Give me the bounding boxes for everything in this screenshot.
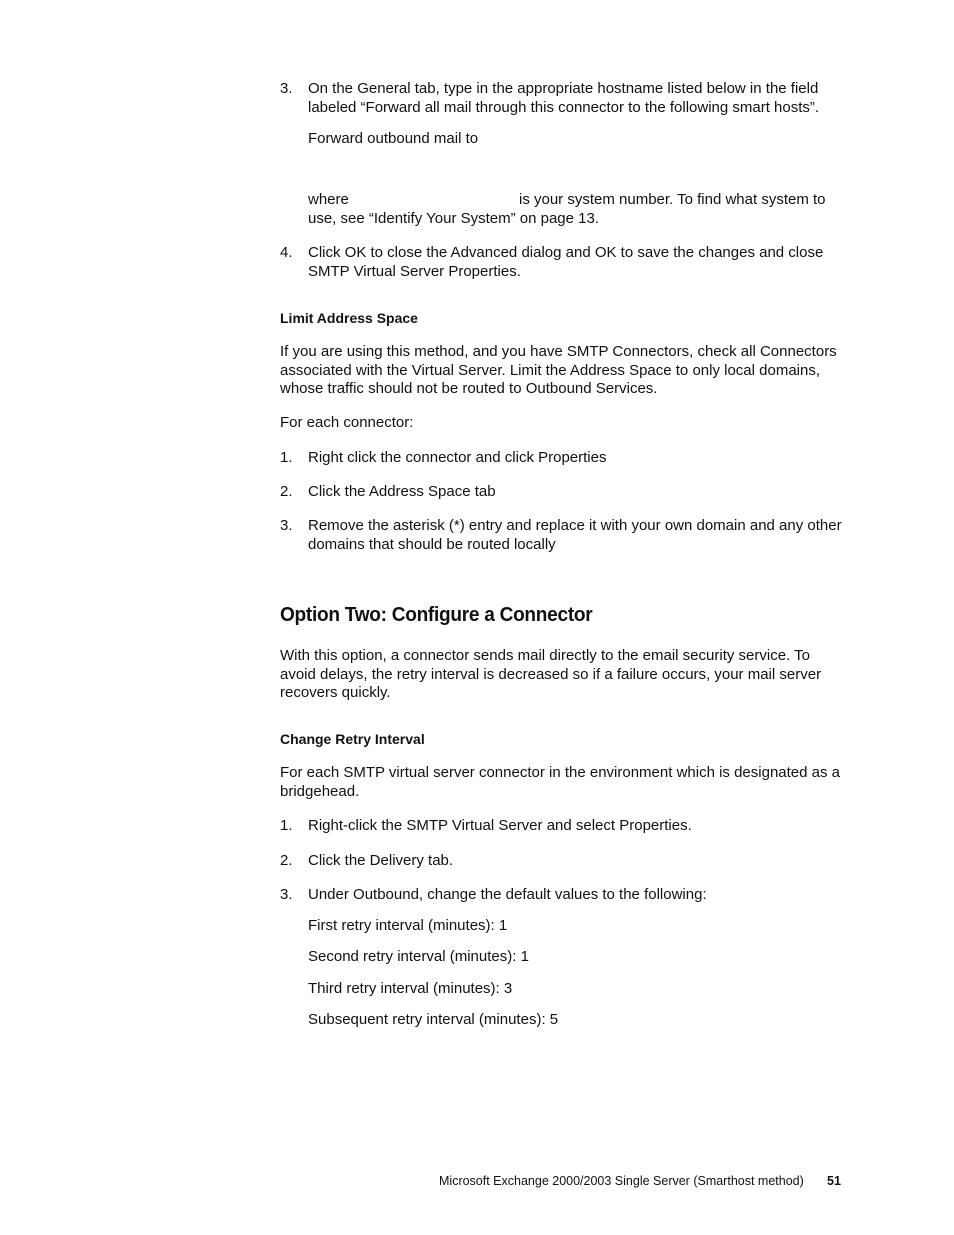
step-text: Click the Address Space tab — [308, 483, 496, 500]
forward-label: Forward outbound mail to — [308, 130, 479, 147]
footer-title: Microsoft Exchange 2000/2003 Single Server (Smarthost method) — [439, 1174, 804, 1188]
paragraph: For each SMTP virtual server connector in the environment which is designated as a bridgehead. — [280, 764, 840, 800]
page-number: 51 — [827, 1174, 841, 1188]
step-number: 3. — [280, 517, 293, 534]
step-number: 3. — [280, 886, 293, 903]
where-suffix: is your system number. To find what system to use, see “Identify Your System” on page 13. — [308, 191, 826, 227]
retry-value: Third retry interval (minutes): 3 — [308, 980, 513, 997]
step-number: 1. — [280, 817, 293, 834]
step-text: Remove the asterisk (*) entry and replace it with your own domain and any other domains that should be routed locally — [308, 517, 842, 553]
step-number: 4. — [280, 244, 293, 261]
step-text: Right-click the SMTP Virtual Server and select Properties. — [308, 817, 692, 834]
step-number: 2. — [280, 483, 293, 500]
step-text: Click OK to close the Advanced dialog and OK to save the changes and close SMTP Virtual Server Properties. — [308, 244, 824, 280]
where-prefix: where — [308, 191, 349, 208]
subheading-limit-address-space: Limit Address Space — [280, 310, 418, 326]
retry-value: Subsequent retry interval (minutes): 5 — [308, 1011, 559, 1028]
paragraph: With this option, a connector sends mail directly to the email security service. To avoid delays, the retry interval is decreased so if a failure occurs, your mail server recovers quickly. — [280, 647, 822, 701]
paragraph: For each connector: — [280, 414, 414, 431]
retry-value: Second retry interval (minutes): 1 — [308, 948, 529, 965]
subheading-change-retry-interval: Change Retry Interval — [280, 731, 425, 747]
step-number: 2. — [280, 852, 293, 869]
step-text: Click the Delivery tab. — [308, 852, 454, 869]
paragraph: If you are using this method, and you have SMTP Connectors, check all Connectors associated with the Virtual Server. Limit the Address Space to only local domains, whose traffic should not be routed to Outbound Services. — [280, 343, 837, 397]
retry-value: First retry interval (minutes): 1 — [308, 917, 508, 934]
step-text: Under Outbound, change the default values to the following: — [308, 886, 707, 903]
step-number: 1. — [280, 449, 293, 466]
section-heading-option-two: Option Two: Configure a Connector — [280, 603, 593, 626]
step-number: 3. — [280, 80, 293, 97]
step-text: Right click the connector and click Properties — [308, 449, 607, 466]
step-text: On the General tab, type in the appropriate hostname listed below in the field labeled “Forward all mail through this connector to the following smart hosts”. — [308, 80, 820, 116]
